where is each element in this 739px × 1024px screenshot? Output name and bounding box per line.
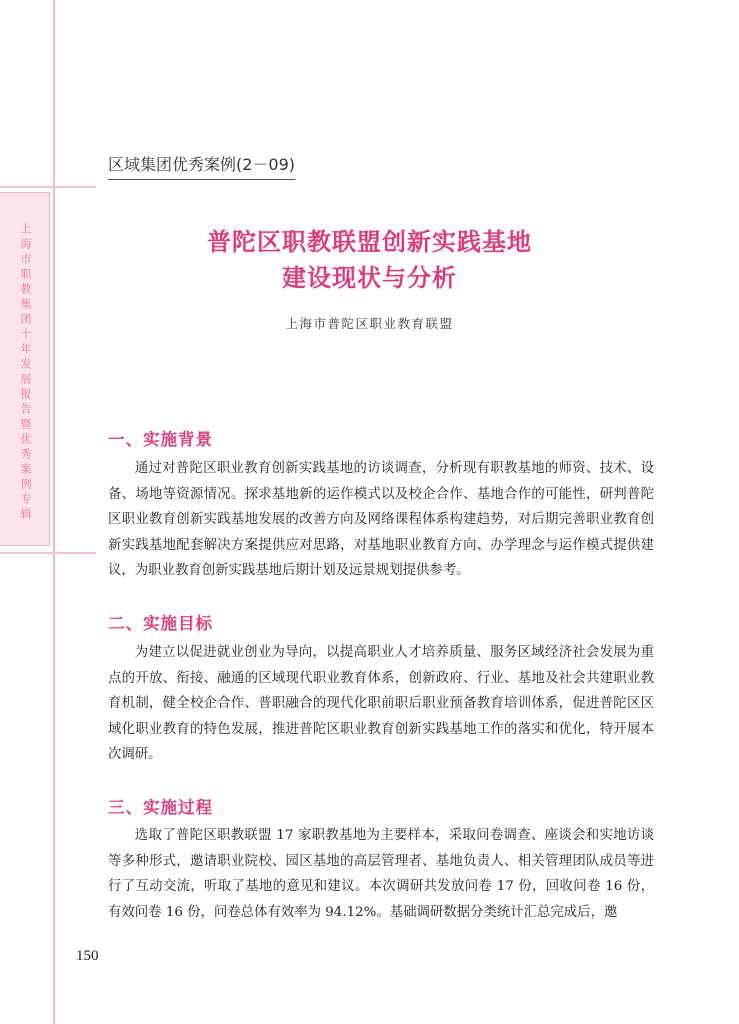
article-title-line1: 普陀区职教联盟创新实践基地 xyxy=(207,227,532,256)
margin-line xyxy=(53,0,55,1024)
article-title-line2: 建设现状与分析 xyxy=(282,263,457,292)
category-label: 区域集团优秀案例(2－09) xyxy=(108,152,295,180)
top-rule xyxy=(0,186,96,188)
section-heading-goals: 二、实施目标 xyxy=(108,614,213,633)
section-paragraph-process: 选取了普陀区职教联盟 17 家职教基地为主要样本，采取问卷调查、座谈会和实地访谈等多种形式，邀请职业院校、园区基地的高层管理者、基地负责人、相关管理团队成员等进行了互动交流，听取了基地的意见和建议。本次调研共发放问卷 17 份，回收问卷 16 份，有效问卷 16 份，问卷总体有效率为 94.12%。基础调研数据分类统计汇总完成后，邀 xyxy=(108,828,654,920)
section-paragraph-background: 通过对普陀区职业教育创新实践基地的访谈调查，分析现有职教基地的师资、技术、设备、场地等资源情况。探求基地新的运作模式以及校企合作、基地合作的可能性，研判普陀区职业教育创新实践基地发展的改善方向及网络课程体系构建趋势，对后期完善职业教育创新实践基地配套解决方案提供应对思路，对基地职业教育方向、办学理念与运作模式提供建议，为职业教育创新实践基地后期计划及远景规划提供参考。 xyxy=(108,461,654,579)
section-heading-background: 一、实施背景 xyxy=(108,430,213,449)
author-organization: 上海市普陀区职业教育联盟 xyxy=(285,316,454,331)
sidebar-vertical-title: 上海市职教集团十年发展报告暨优秀案例专辑 xyxy=(19,223,32,523)
section-heading-process: 三、实施过程 xyxy=(108,798,213,817)
bottom-sidebar-rule xyxy=(0,552,96,554)
page-number: 150 xyxy=(76,948,99,964)
section-paragraph-goals: 为建立以促进就业创业为导向，以提高职业人才培养质量、服务区域经济社会发展为重点的开放、衔接、融通的区域现代职业教育体系，创新政府、行业、基地及社会共建职业教育机制，健全校企合作、普职融合的现代化职前职后职业预备教育培训体系，促进普陀区区域化职业教育的特色发展，推进普陀区职业教育创新实践基地工作的落实和优化，特开展本次调研。 xyxy=(108,645,654,763)
